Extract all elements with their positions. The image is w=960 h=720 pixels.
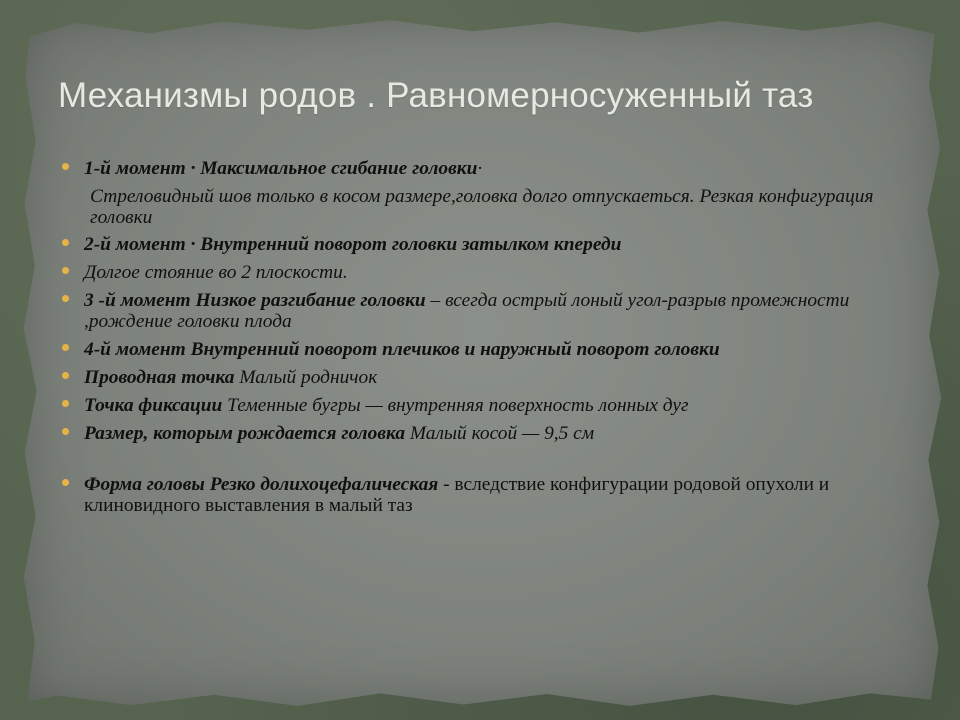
list-item: [62, 423, 912, 444]
bullet-icon: [62, 400, 69, 407]
bullet-icon: [62, 479, 69, 486]
list-item: [62, 290, 912, 332]
bullet-icon: [62, 344, 69, 351]
item-text: Стреловидный шов только в косом размере,головка долго отпускаеться. Резкая конфигурация головки: [90, 186, 874, 228]
list-item: [62, 474, 912, 516]
bullet-icon: [62, 372, 69, 379]
item-heading: 2-й момент · Внутренний поворот головки затылком кпереди: [84, 234, 622, 255]
list-item: [62, 367, 912, 388]
item-heading: Форма головы Резко долихоцефалическая: [84, 474, 439, 495]
item-heading: Проводная точка: [84, 367, 235, 388]
bullet-icon: [62, 295, 69, 302]
item-text: Теменные бугры — внутренняя поверхность лонных дуг: [222, 395, 689, 416]
item-text: Малый косой — 9,5 см: [405, 423, 595, 444]
list-item: [62, 186, 912, 228]
bullet-list: [62, 158, 912, 523]
bullet-icon: [62, 239, 69, 246]
bullet-icon: [62, 163, 69, 170]
item-text: Малый родничок: [234, 367, 378, 388]
bullet-icon: [62, 428, 69, 435]
item-heading: 3 -й момент Низкое разгибание головки: [84, 290, 426, 311]
item-text: ·: [477, 158, 483, 179]
item-text: - вследствие конфигурации родовой опухоли и клиновидного выставления в малый таз: [84, 474, 830, 516]
list-item: [62, 158, 912, 179]
item-heading: Размер, которым рождается головка: [84, 423, 406, 444]
item-heading: 1-й момент · Максимальное сгибание головки: [84, 158, 478, 179]
item-text: – всегда острый лоный угол-разрыв промежности ,рождение головки плода: [84, 290, 850, 332]
item-heading: Точка фиксации: [84, 395, 223, 416]
bullet-icon: [62, 267, 69, 274]
list-item: [62, 262, 912, 283]
item-heading: 4-й момент Внутренний поворот плечиков и наружный поворот головки: [84, 339, 720, 360]
list-item: [62, 395, 912, 416]
list-item: [62, 339, 912, 360]
list-item: [62, 234, 912, 255]
item-text: Долгое стояние во 2 плоскости.: [84, 262, 348, 283]
slide-title: Механизмы родов . Равномерносуженный таз: [58, 76, 814, 115]
